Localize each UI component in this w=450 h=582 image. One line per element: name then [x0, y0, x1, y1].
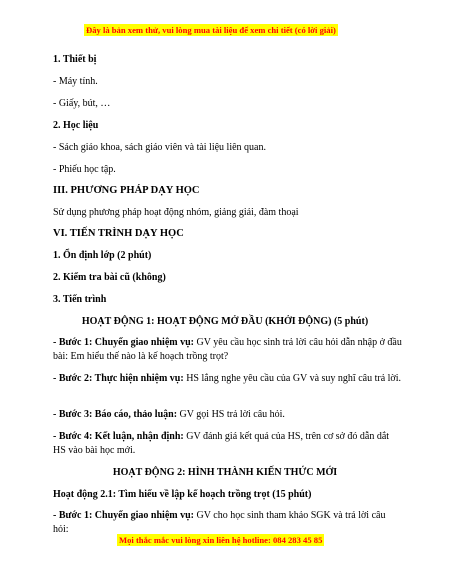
activity-1-step-3 — [53, 408, 403, 422]
activity-1-step-4 — [53, 430, 403, 458]
activity-1-title: HOẠT ĐỘNG 1: HOẠT ĐỘNG MỞ ĐẦU (KHỞI ĐỘNG) (5 phút) — [81, 316, 369, 327]
list-item: - Sách giáo khoa, sách giáo viên và tài liệu liên quan. — [53, 142, 266, 153]
section-title-equipment: 1. Thiết bị — [53, 54, 97, 65]
step-label: - Bước 2: Thực hiện nhiệm vụ: — [53, 373, 184, 384]
process-step-2: 2. Kiểm tra bài cũ (không) — [53, 272, 166, 283]
step-text: GV đánh giá kết quả của HS, trên cơ sở đó dẫn dắt HS vào bài học mới. — [53, 431, 390, 456]
step-label: - Bước 3: Báo cáo, thảo luận: — [53, 409, 178, 420]
section-title-materials: 2. Học liệu — [53, 120, 99, 131]
step-label: - Bước 4: Kết luận, nhận định: — [53, 431, 184, 442]
list-item: - Máy tính. — [53, 76, 98, 87]
step-label: - Bước 1: Chuyển giao nhiệm vụ: — [53, 510, 194, 521]
activity-2-1-title: Hoạt động 2.1: Tìm hiểu về lập kế hoạch trồng trọt (15 phút) — [53, 489, 312, 500]
methods-text: Sử dụng phương pháp hoạt động nhóm, giảng giải, đàm thoại — [53, 207, 299, 218]
step-label: - Bước 1: Chuyển giao nhiệm vụ: — [53, 337, 194, 348]
process-step-3: 3. Tiến trình — [53, 294, 107, 305]
preview-banner: Đây là bản xem thử, vui lòng mua tài liệu để xem chi tiết (có lời giải) — [86, 25, 336, 35]
list-item: - Giấy, bút, … — [53, 98, 111, 109]
activity-2-step-1 — [53, 509, 403, 537]
section-title-process: VI. TIẾN TRÌNH DẠY HỌC — [53, 228, 184, 239]
activity-2-title: HOẠT ĐỘNG 2: HÌNH THÀNH KIẾN THỨC MỚI — [112, 467, 338, 478]
step-text: GV yêu cầu học sinh trả lời câu hỏi dẫn nhập ở đầu bài: Em hiểu thế nào là kế hoạch trồng trọt? — [53, 337, 402, 362]
step-text: HS lắng nghe yêu cầu của GV và suy nghĩ câu trả lời. — [183, 373, 401, 384]
activity-1-step-2 — [53, 372, 403, 386]
step-text: GV gọi HS trả lời câu hỏi. — [177, 409, 285, 420]
hotline-footer: Mọi thắc mắc vui lòng xin liên hệ hotline: 084 283 45 85 — [119, 535, 323, 545]
activity-1-step-1 — [53, 336, 403, 364]
list-item: - Phiếu học tập. — [53, 164, 116, 175]
section-title-methods: III. PHƯƠNG PHÁP DẠY HỌC — [53, 185, 200, 196]
step-text: GV cho học sinh tham khảo SGK và trả lời câu hỏi: — [53, 510, 386, 535]
process-step-1: 1. Ổn định lớp (2 phút) — [53, 250, 152, 261]
